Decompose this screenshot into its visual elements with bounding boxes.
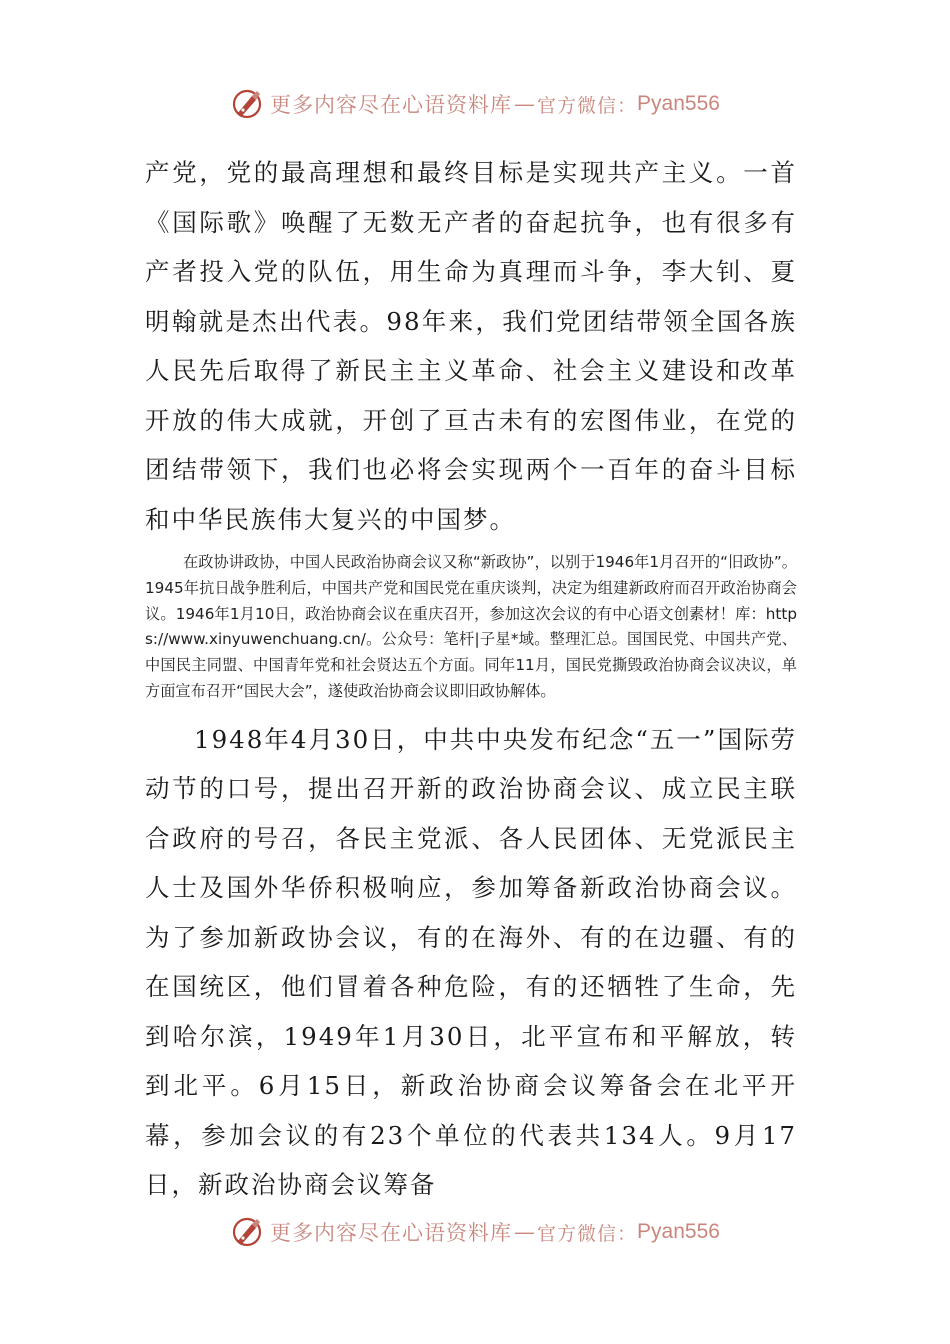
small-paragraph: 在政协讲政协，中国人民政治协商会议又称“新政协”，以别于1946年1月召开的“旧政协”。1945年抗日战争胜利后，中国共产党和国民党在重庆谈判，决定为组建新政府而召开政治协商会议。1946年1月10日，政治协商会议在重庆召开，参加这次会议的有中心语文创素材！库：https://www.xinyuwenchuang.cn/。公众号：笔杆|子星*域。整理汇总。国国民党、中国共产党、中国民主同盟、中国青年党和社会贤达五个方面。同年11月，国民党撕毁政治协商会议决议，单方面宣布召开“国民大会”，遂使政治协商会议即旧政协解体。 [145,553,797,700]
wechat-label: 官方微信： [537,1222,638,1245]
brand-text: 更多内容尽在心语资料库 [270,93,513,117]
main-text-block-2 [145,715,797,1210]
pen-nib-logo-icon [230,87,264,121]
banner-dash: — [514,92,536,116]
wechat-label: 官方微信： [537,94,638,117]
inserted-small-text-block [145,550,797,705]
brand-text: 更多内容尽在心语资料库 [270,1221,513,1245]
header-watermark-banner [0,84,950,124]
document-body [145,148,797,1210]
wechat-id: Pyan556 [637,92,720,115]
wechat-id: Pyan556 [637,1220,720,1243]
pen-nib-logo-icon [230,1215,264,1249]
main-text-block-1 [145,148,797,544]
body-paragraph-2: 1948年4月30日，中共中央发布纪念“五一”国际劳动节的口号，提出召开新的政治协商会议、成立民主联合政府的号召，各民主党派、各人民团体、无党派民主人士及国外华侨积极响应，参加筹备新政治协商会议。为了参加新政协会议，有的在海外、有的在边疆、有的在国统区，他们冒着各种危险，有的还牺牲了生命，先到哈尔滨，1949年1月30日，北平宣布和平解放，转到北平。6月15日，新政治协商会议筹备会在北平开幕，参加会议的有23个单位的代表共134人。9月17日，新政治协商会议筹备 [145,724,797,1200]
body-paragraph-1: 产党，党的最高理想和最终目标是实现共产主义。一首《国际歌》唤醒了无数无产者的奋起抗争，也有很多有产者投入党的队伍，用生命为真理而斗争，李大钊、夏明翰就是杰出代表。98年来，我们党团结带领全国各族人民先后取得了新民主主义革命、社会主义建设和改革开放的伟大成就，开创了亘古未有的宏图伟业，在党的团结带领下，我们也必将会实现两个一百年的奋斗目标和中华民族伟大复兴的中国梦。 [145,158,797,534]
footer-watermark-banner [0,1212,950,1252]
banner-dash: — [514,1220,536,1244]
